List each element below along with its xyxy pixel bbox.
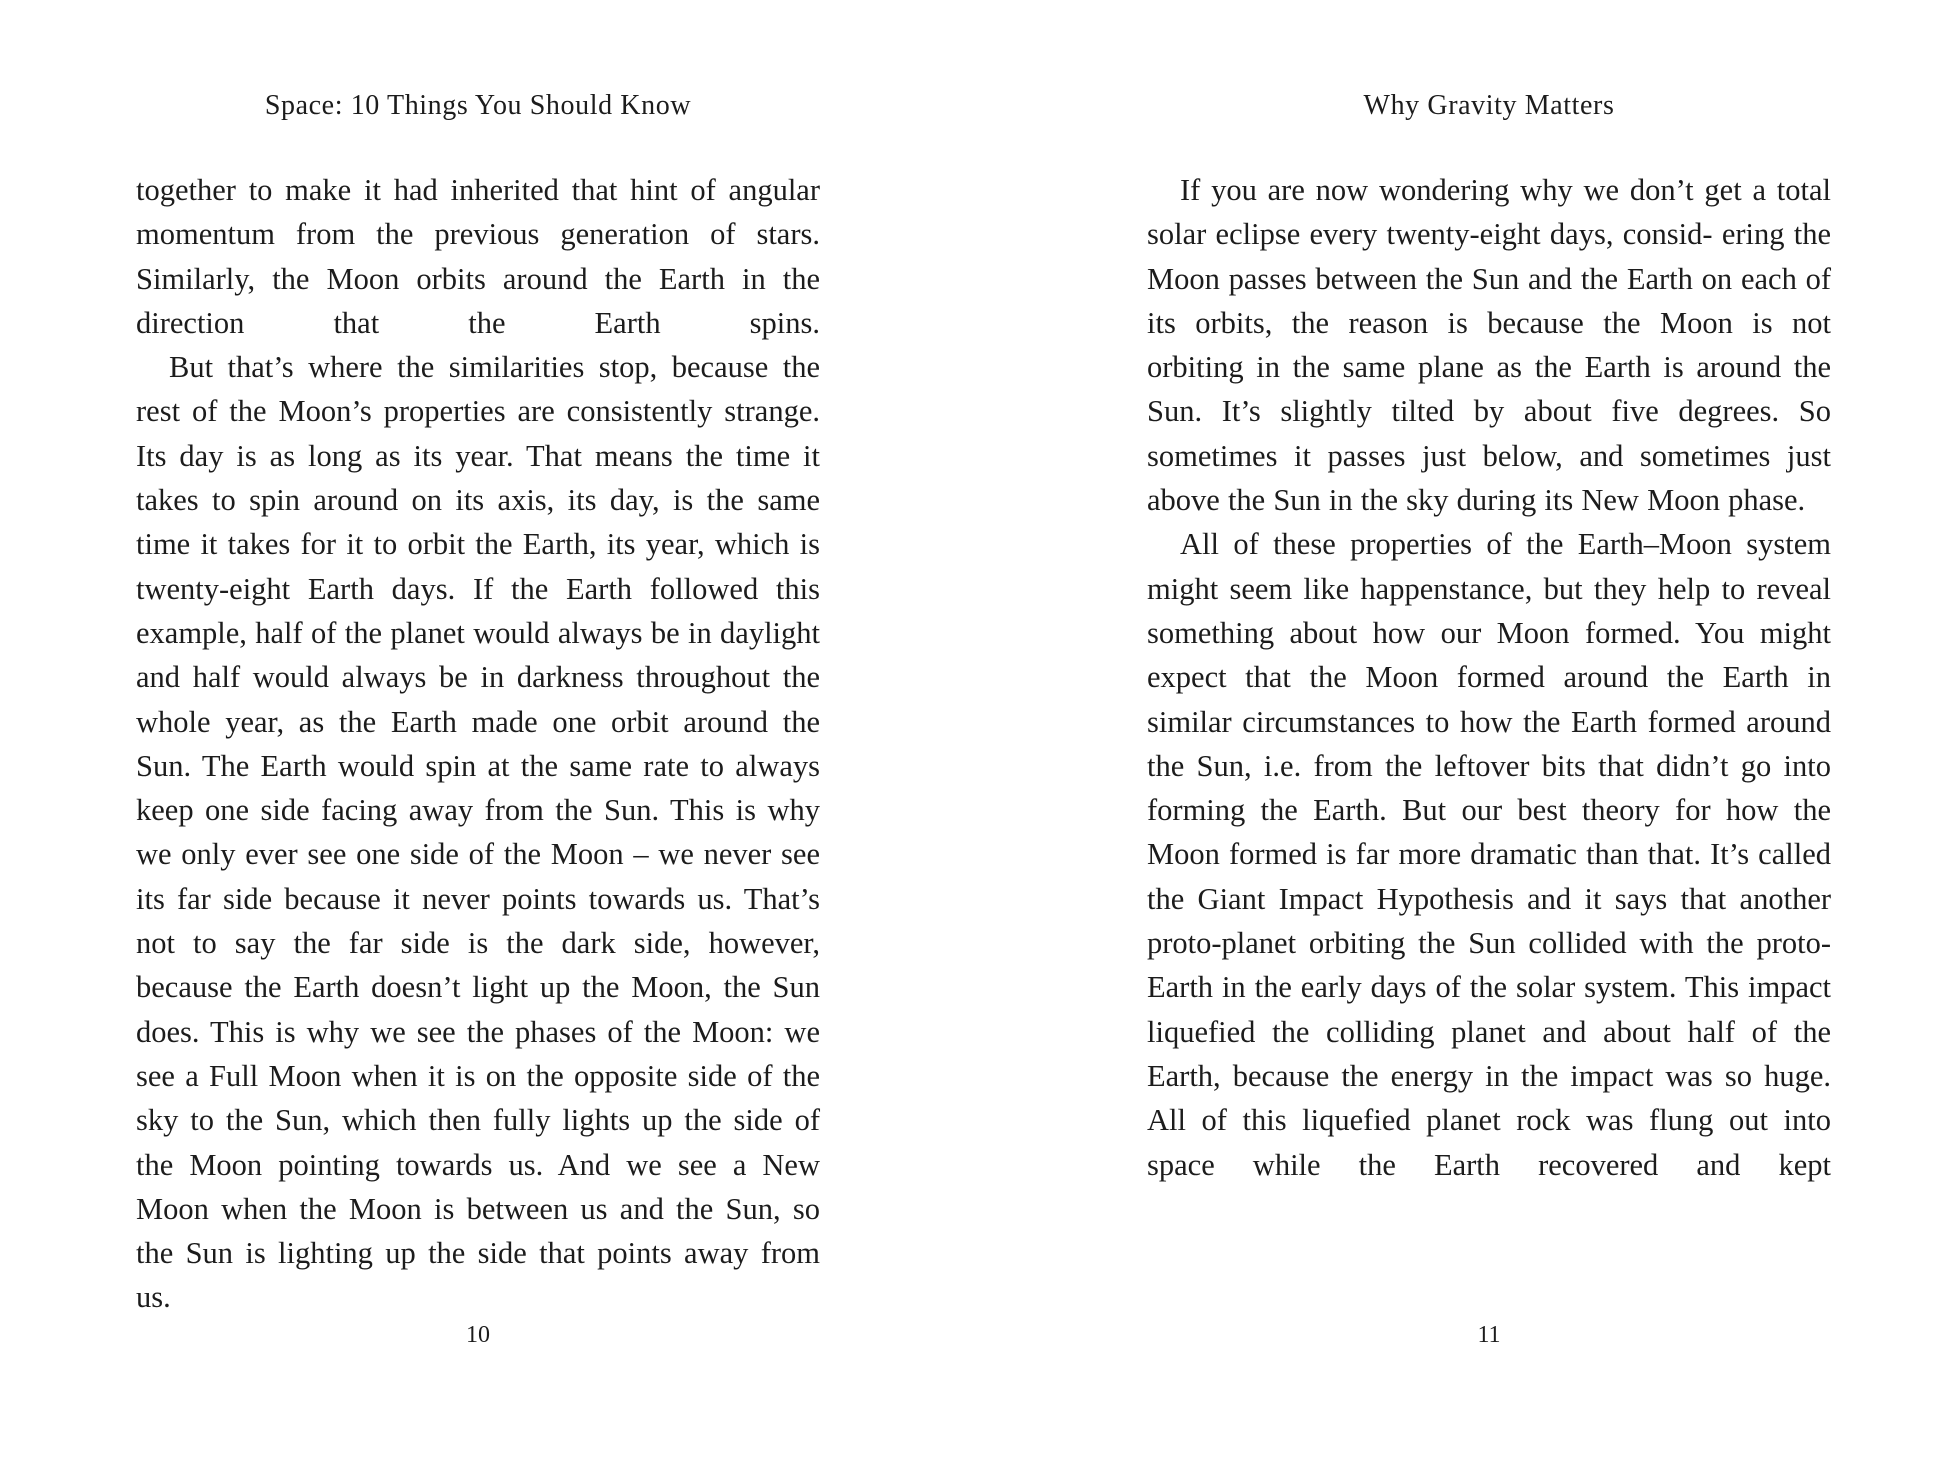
right-page: [1147, 0, 1831, 1479]
text-line: the Earth doesn’t light up the Moon, the Sun does.: [136, 970, 820, 1049]
text-line: You might expect that the Moon formed around: [1147, 615, 1831, 695]
text-line: the Earth, because the energy in the impact was: [1147, 1014, 1831, 1093]
text-line: together to make it had inherited that hint of: [136, 173, 716, 207]
text-line: best theory for how the Moon formed is far more: [1147, 793, 1831, 872]
text-line: so huge. All of this liquefied planet rock was flung: [1147, 1058, 1831, 1138]
paragraph: [1147, 168, 1831, 522]
text-line: keep one side facing away from the Sun. This is why: [136, 793, 820, 828]
text-line: the early days of the solar system. This impact: [1254, 970, 1831, 1005]
text-line: liquefied the colliding planet and about half of: [1147, 1014, 1778, 1049]
text-line: Earth is around the Sun. It’s slightly tilted by about: [1147, 350, 1831, 429]
text-line: Moon pointing towards us. And we see a New Moon: [136, 1147, 821, 1226]
text-line: time it takes for it to orbit the Earth, its year, which: [136, 527, 790, 562]
text-line: ering the Moon passes between the Sun and the: [1147, 217, 1832, 296]
text-line: Earth on each of its orbits, the reason is because: [1147, 261, 1831, 340]
text-line: formed around the Sun, i.e. from the leftover bits: [1147, 704, 1831, 783]
paragraph: [136, 345, 820, 1320]
text-line: the Moon is not orbiting in the same plane as the: [1147, 305, 1831, 385]
text-line: five degrees. So sometimes it passes just below, and: [1147, 394, 1831, 473]
text-line: Sun. The Earth would spin at the same rate to always: [136, 748, 820, 783]
text-line: might seem like happenstance, but they help to: [1147, 571, 1746, 606]
text-line: rest of the Moon’s properties are consistently strange.: [136, 394, 820, 429]
paragraph: [136, 168, 820, 345]
text-line: But that’s where the similarities stop, because the: [169, 350, 820, 385]
text-line: takes to spin around on its axis, its day, is the same: [136, 483, 820, 518]
text-line: when the Moon is between us and the Sun, so the: [136, 1191, 820, 1271]
text-line: Sun is lighting up the side that points away from us.: [136, 1236, 820, 1315]
text-line: If you are now wondering why we don’t get a: [1180, 173, 1766, 207]
text-line: to the Sun, which then fully lights up the side of the: [136, 1103, 820, 1182]
running-head-left: Space: 10 Things You Should Know: [264, 90, 692, 121]
text-line: This is why we see the phases of the Moon: we see a: [136, 1014, 820, 1093]
text-line: not to say the far side is the dark side, however, because: [136, 926, 820, 1005]
text-line: in the direction that the Earth spins.: [136, 261, 820, 340]
paragraph: [1147, 522, 1831, 1186]
text-line: the Earth in similar circumstances to how the Earth: [1147, 660, 1831, 739]
text-line: total solar eclipse every twenty-eight days, consid-: [1147, 173, 1831, 252]
left-page-body: [136, 168, 820, 1320]
text-line: stars. Similarly, the Moon orbits around the Earth: [136, 217, 820, 296]
text-line: angular momentum from the previous generation of: [136, 173, 820, 252]
running-head-right: Why Gravity Matters: [1363, 90, 1615, 121]
page-number-right: 11: [1477, 1322, 1501, 1348]
left-page: [136, 0, 820, 1479]
text-line: New Moon phase.: [1581, 483, 1806, 518]
page-number-left: 10: [466, 1322, 490, 1348]
text-line: Its day is as long as its year. That means the time it: [136, 438, 820, 473]
text-line: and half would always be in darkness throughout the: [136, 660, 820, 695]
text-line: its far side because it never points towards us. That’s: [136, 881, 820, 916]
text-line: All of these properties of the Earth–Moon system: [1180, 527, 1831, 562]
text-line: example, half of the planet would always be in daylight: [136, 615, 820, 650]
text-line: dramatic than that. It’s called the Giant Impact: [1147, 837, 1831, 916]
text-line: that didn’t go into forming the Earth. But our: [1147, 748, 1831, 828]
text-line: out into space while the Earth recovered and kept: [1147, 1103, 1831, 1182]
text-line: Full Moon when it is on the opposite side of the sky: [136, 1058, 820, 1138]
text-line: we only ever see one side of the Moon – we never see: [136, 837, 820, 872]
text-line: sometimes just above the Sun in the sky during its: [1147, 438, 1831, 518]
text-line: reveal something about how our Moon formed.: [1147, 571, 1832, 650]
text-line: Hypothesis and it says that another proto-planet: [1147, 881, 1832, 961]
text-line: whole year, as the Earth made one orbit around the: [136, 704, 820, 739]
right-page-body: [1147, 168, 1831, 1187]
text-line: orbiting the Sun collided with the proto-Earth in: [1147, 926, 1831, 1005]
text-line: is twenty-eight Earth days. If the Earth followed this: [136, 527, 820, 606]
